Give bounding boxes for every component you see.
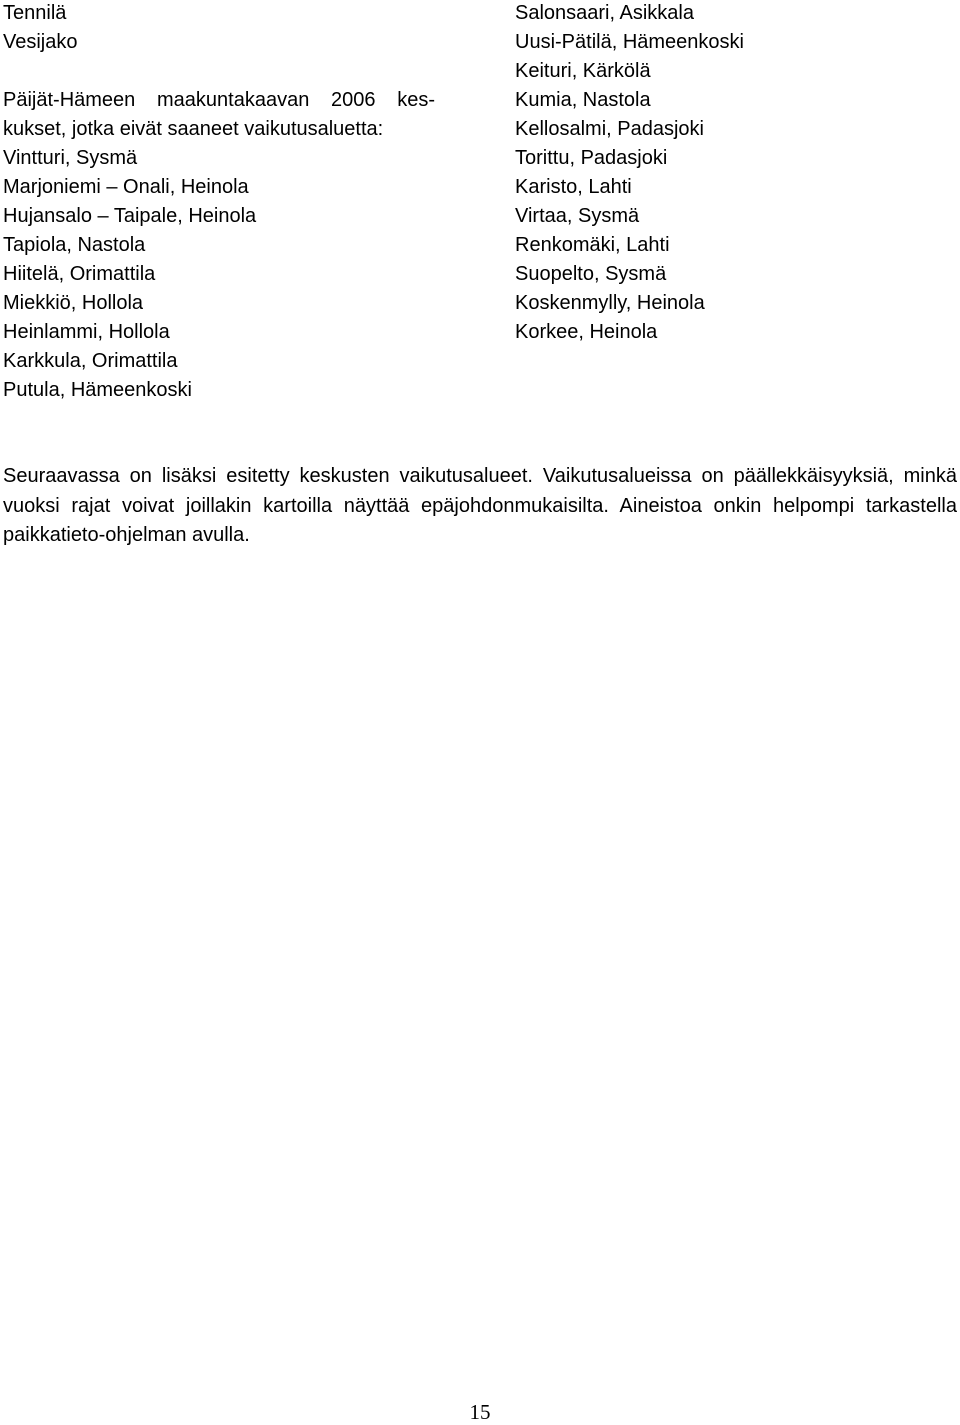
spacer [3,58,443,87]
list-item: Uusi-Pätilä, Hämeenkoski [515,31,744,53]
list-item: Karisto, Lahti [515,176,632,198]
list-item: Heinlammi, Hollola [3,321,170,343]
section-heading [3,87,435,145]
list-item: Tennilä [3,2,67,24]
section-heading-line-2: kukset, jotka eivät saaneet vaikutusaluetta: [3,118,384,140]
left-column [3,0,443,406]
list-item: Suopelto, Sysmä [515,263,667,285]
list-item: Korkee, Heinola [515,321,658,343]
body-paragraph: Seuraavassa on lisäksi esitetty keskusten vaikutusalueet. Vaikutusalueissa on päällekkäisyyksiä, minkä vuoksi rajat voivat joillakin kartoilla näyttää epäjohdonmukaisilta. Aineistoa onkin helpompi tarkastella paikkatieto-ohjelman avulla. [3,465,957,546]
list-item: Vintturi, Sysmä [3,147,138,169]
list-item: Hujansalo – Taipale, Heinola [3,205,257,227]
list-item: Miekkiö, Hollola [3,292,144,314]
list-item: Putula, Hämeenkoski [3,379,192,401]
list-item: Tapiola, Nastola [3,234,146,256]
page-number [0,1400,960,1425]
list-item: Salonsaari, Asikkala [515,2,694,24]
list-item: Marjoniemi – Onali, Heinola [3,176,249,198]
list-item: Torittu, Padasjoki [515,147,668,169]
section-heading-line-1: Päijät-Hämeen maakuntakaavan 2006 kes- [3,89,435,111]
list-item: Koskenmylly, Heinola [515,292,705,314]
list-item: Virtaa, Sysmä [515,205,640,227]
list-item: Karkkula, Orimattila [3,350,178,372]
list-item: Vesijako [3,31,78,53]
list-item: Kumia, Nastola [515,89,651,111]
page-number-text: 15 [469,1400,491,1424]
list-item: Renkomäki, Lahti [515,234,670,256]
list-item: Kellosalmi, Padasjoki [515,118,704,140]
list-item: Keituri, Kärkölä [515,60,651,82]
list-item: Hiitelä, Orimattila [3,263,156,285]
right-column [515,0,955,348]
